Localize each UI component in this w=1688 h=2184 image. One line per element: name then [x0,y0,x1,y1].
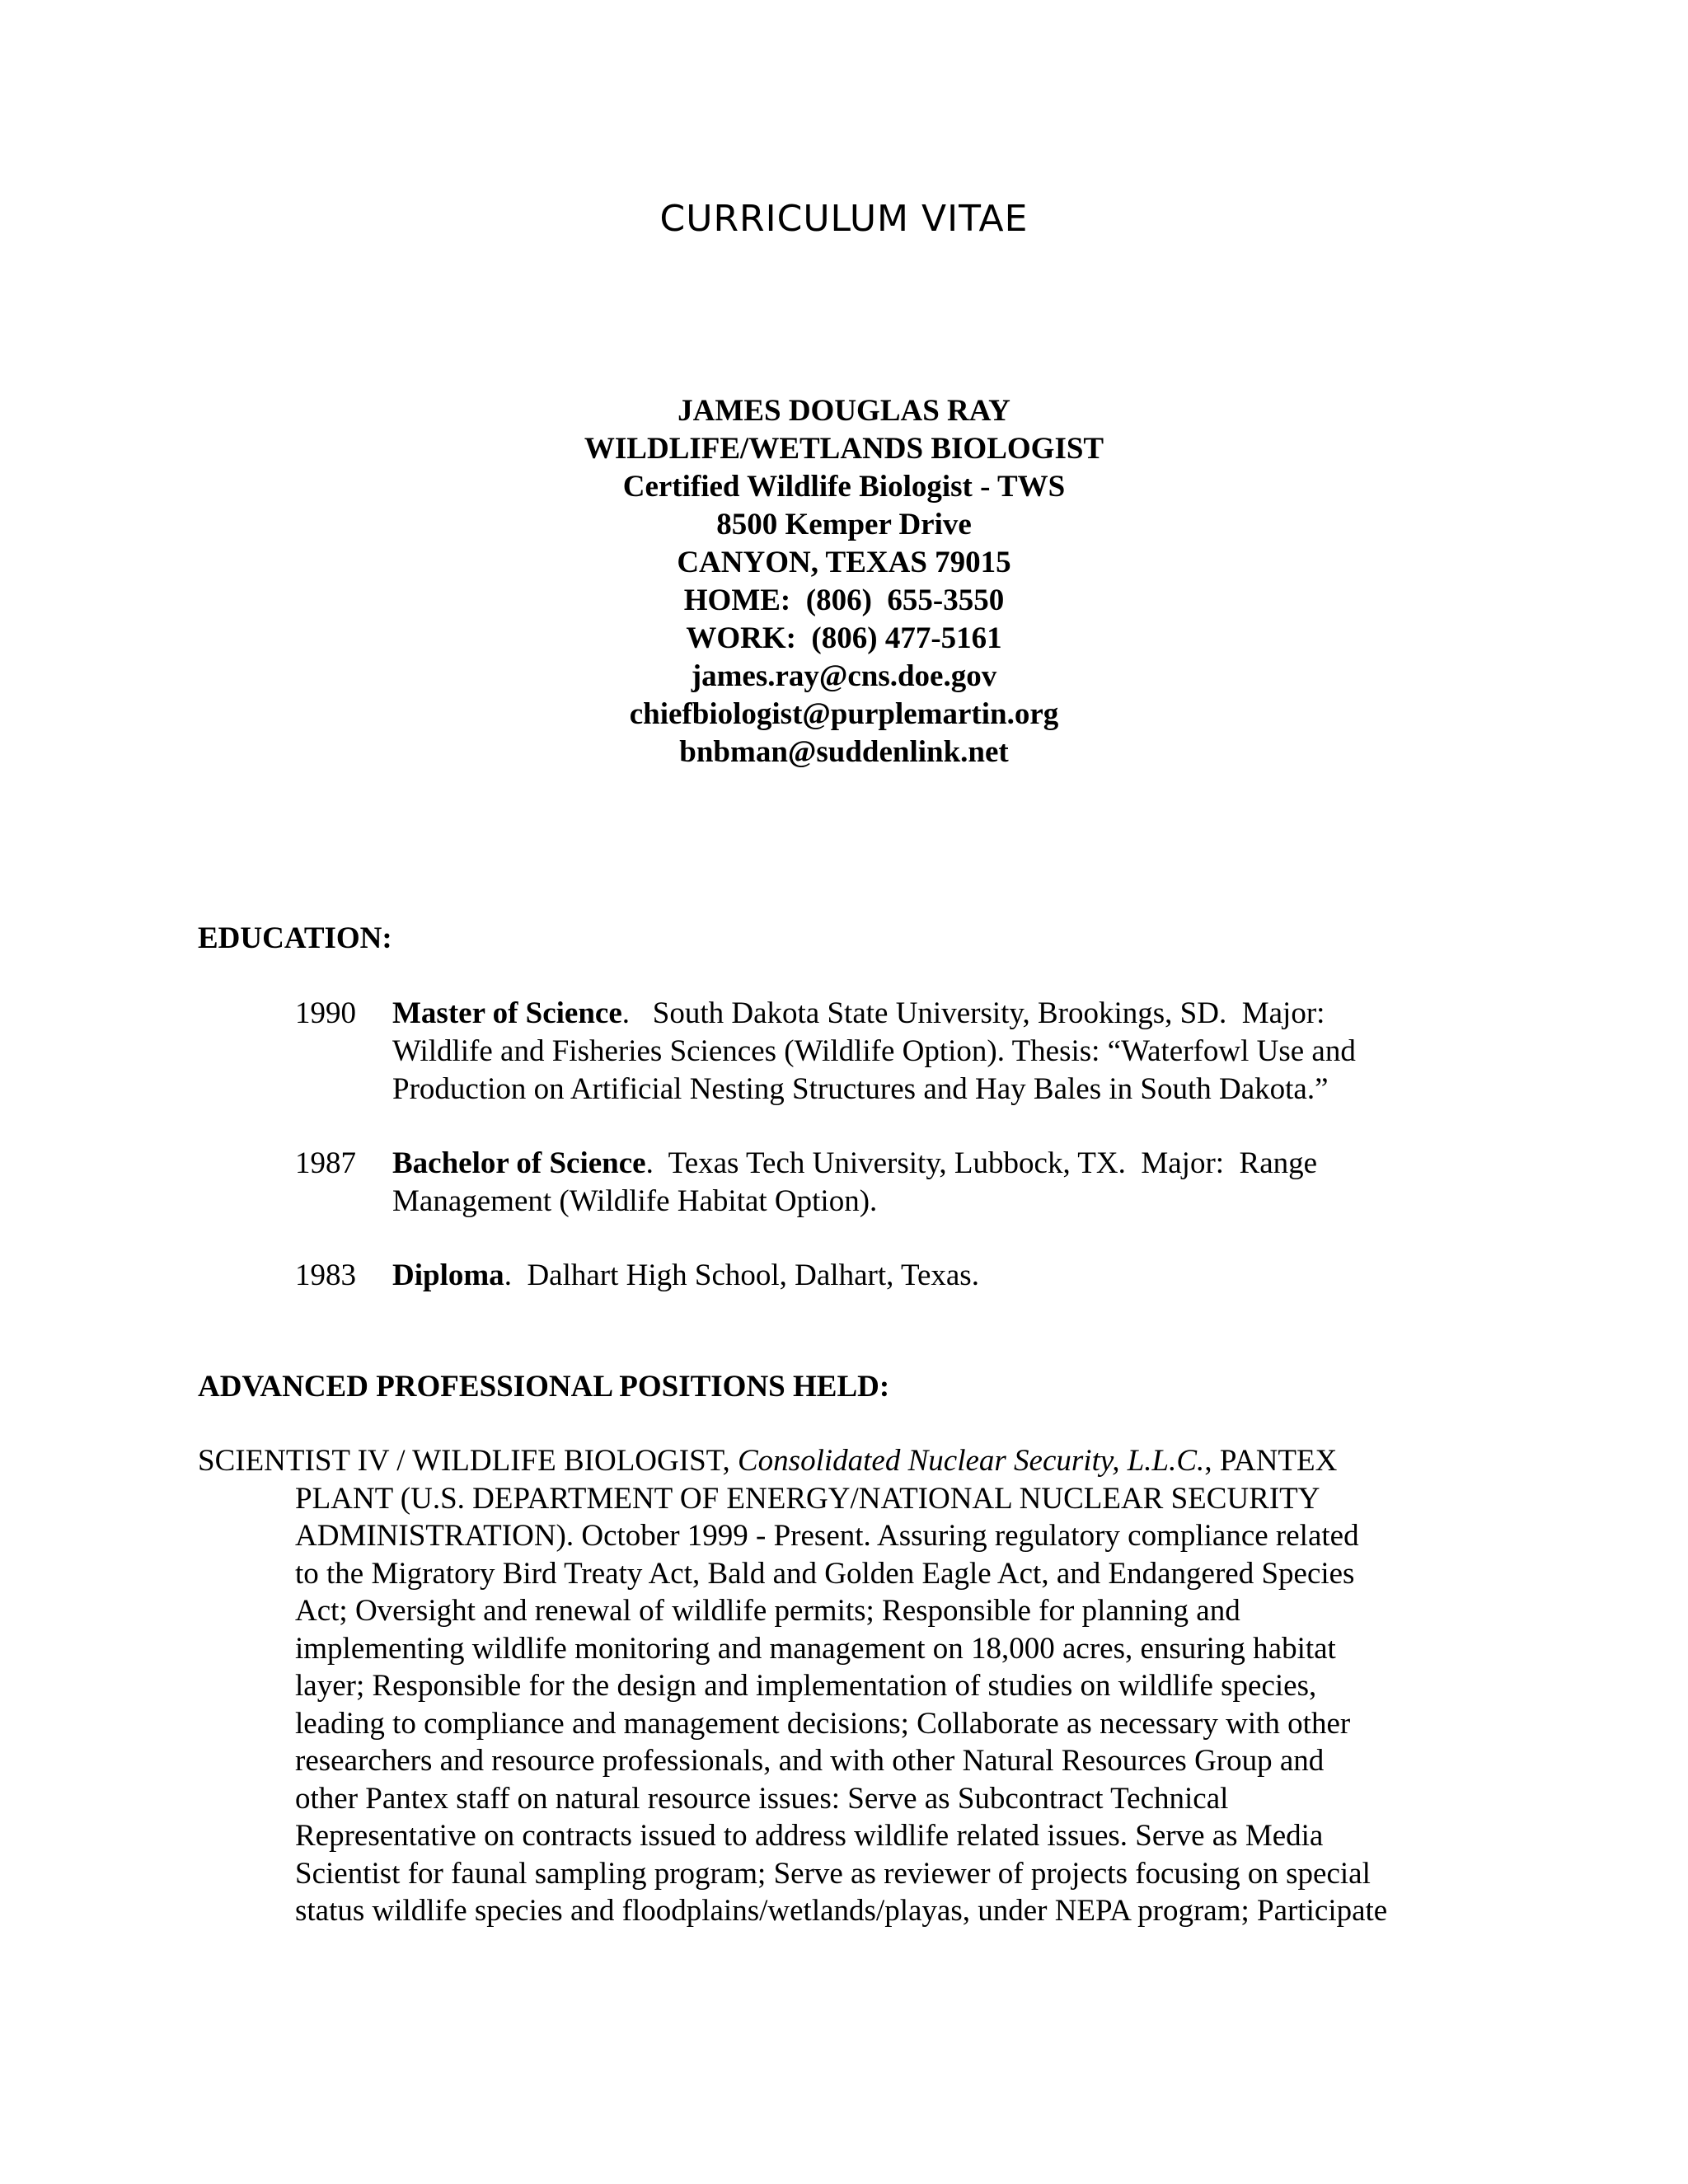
education-entry [295,1145,1498,1221]
description-line: PLANT (U.S. DEPARTMENT OF ENERGY/NATIONAL NUCLEAR SECURITY [295,1481,1320,1516]
education-entry [295,1257,1498,1295]
email-address: james.ray@cns.doe.gov [691,659,997,693]
education-details [392,1145,1498,1221]
education-details [392,1257,1498,1295]
description-line: Representative on contracts issued to address wildlife related issues. Serve as Media [295,1819,1324,1853]
education-description: . Dalhart High School, Dalhart, Texas. [504,1258,979,1292]
description-line: layer; Responsible for the design and implementation of studies on wildlife species, [295,1669,1317,1703]
education-description: Production on Artificial Nesting Structures and Hay Bales in South Dakota.” [392,1072,1329,1106]
description-line: ADMINISTRATION). October 1999 - Present. Assuring regulatory compliance related [295,1519,1359,1553]
street-address: 8500 Kemper Drive [716,508,972,541]
education-year: 1990 [295,996,356,1030]
certification: Certified Wildlife Biologist - TWS [622,470,1066,504]
position-title: SCIENTIST IV / WILDLIFE BIOLOGIST, [198,1444,738,1478]
position-description [198,1480,1484,1930]
degree-name: Diploma [392,1258,504,1292]
email-address: chiefbiologist@purplemartin.org [629,697,1059,731]
description-line: Act; Oversight and renewal of wildlife permits; Responsible for planning and [295,1594,1240,1628]
education-year: 1983 [295,1258,356,1292]
profession: WILDLIFE/WETLANDS BIOLOGIST [584,432,1104,466]
education-year: 1987 [295,1146,356,1180]
contact-block [0,392,1688,771]
description-line: researchers and resource professionals, and with other Natural Resources Group and [295,1744,1325,1778]
education-heading: EDUCATION: [198,921,392,955]
description-line: status wildlife species and floodplains/wetlands/playas, under NEPA program; Participate [295,1894,1388,1928]
education-description: . South Dakota State University, Brookings, SD. Major: [621,996,1325,1030]
email-address: bnbman@suddenlink.net [679,735,1009,769]
description-line: to the Migratory Bird Treaty Act, Bald and Golden Eagle Act, and Endangered Species [295,1556,1355,1591]
position-entry [198,1442,1484,1930]
description-line: other Pantex staff on natural resource issues: Serve as Subcontract Technical [295,1781,1229,1816]
education-details [392,995,1498,1108]
description-line: leading to compliance and management decisions; Collaborate as necessary with other [295,1706,1351,1741]
work-phone: WORK: (806) 477-5161 [686,621,1002,655]
description-line: implementing wildlife monitoring and management on 18,000 acres, ensuring habitat [295,1631,1336,1666]
education-description: Management (Wildlife Habitat Option). [392,1184,878,1218]
position-location: , PANTEX [1204,1444,1338,1478]
document-title: CURRICULUM VITAE [659,198,1029,240]
degree-name: Master of Science [392,996,622,1030]
positions-heading: ADVANCED PROFESSIONAL POSITIONS HELD: [198,1370,890,1404]
employer-name: Consolidated Nuclear Security, L.L.C. [738,1444,1205,1478]
description-line: Scientist for faunal sampling program; Serve as reviewer of projects focusing on special [295,1856,1371,1891]
education-description: Wildlife and Fisheries Sciences (Wildlife Option). Thesis: “Waterfowl Use and [392,1034,1356,1068]
education-entry [295,995,1498,1108]
city-state-zip: CANYON, TEXAS 79015 [677,546,1011,579]
home-phone: HOME: (806) 655-3550 [683,583,1005,617]
person-name: JAMES DOUGLAS RAY [678,394,1010,428]
education-description: . Texas Tech University, Lubbock, TX. Major: Range [645,1146,1318,1180]
degree-name: Bachelor of Science [392,1146,646,1180]
